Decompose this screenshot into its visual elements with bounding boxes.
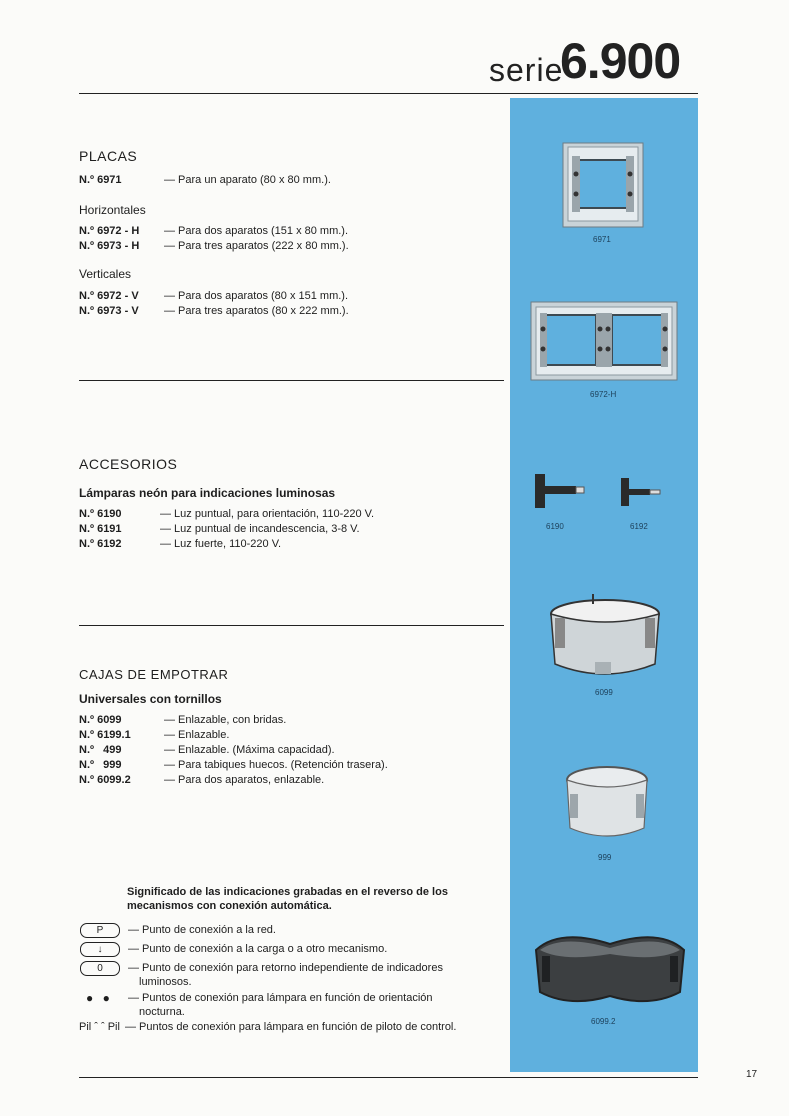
legend-title-line2: mecanismos con conexión automática. xyxy=(127,900,332,912)
legend-desc-zero-cont: luminosos. xyxy=(139,976,192,988)
desc-6972-v: — Para dos aparatos (80 x 151 mm.). xyxy=(164,290,349,302)
code-6191: N.º 6191 xyxy=(79,523,122,535)
section-rule-2 xyxy=(79,625,504,626)
code-6192: N.º 6192 xyxy=(79,538,122,550)
symbol-zero-icon: 0 xyxy=(80,961,120,976)
plate-6971-image xyxy=(562,142,644,228)
box-6099-2-image xyxy=(530,922,690,1010)
code-6099-2: N.º 6099.2 xyxy=(79,774,131,786)
symbol-arrow-icon: ↓ xyxy=(80,942,120,957)
code-6973-h: N.º 6973 - H xyxy=(79,240,140,252)
caption-6099-2: 6099.2 xyxy=(591,1017,616,1026)
code-6973-v: N.º 6973 - V xyxy=(79,305,139,317)
subtitle-universales: Universales con tornillos xyxy=(79,692,222,706)
symbol-pil-icon: Pil ˆ ˆ Pil xyxy=(79,1021,120,1033)
desc-6973-v: — Para tres aparatos (80 x 222 mm.). xyxy=(164,305,349,317)
code-6972-h: N.º 6972 - H xyxy=(79,225,140,237)
serie-label: serie xyxy=(489,52,564,88)
header-rule xyxy=(79,93,698,94)
desc-6190: — Luz puntual, para orientación, 110-220 V. xyxy=(160,508,375,520)
symbol-p-icon: P xyxy=(80,923,120,938)
desc-6192: — Luz fuerte, 110-220 V. xyxy=(160,538,282,550)
desc-6972-h: — Para dos aparatos (151 x 80 mm.). xyxy=(164,225,349,237)
plate-6972-h-image xyxy=(530,301,678,381)
subtitle-lamparas: Lámparas neón para indicaciones luminosas xyxy=(79,486,336,500)
legend-desc-pil: — Puntos de conexión para lámpara en función de piloto de control. xyxy=(125,1021,457,1033)
caption-6972-h: 6972-H xyxy=(590,390,617,399)
desc-499: — Enlazable. (Máxima capacidad). xyxy=(164,744,335,756)
legend-desc-arrow: — Punto de conexión a la carga o a otro mecanismo. xyxy=(128,943,388,955)
box-999-image xyxy=(562,760,652,844)
desc-6199-1: — Enlazable. xyxy=(164,729,230,741)
symbol-dots-icon: ● ● xyxy=(86,991,113,1005)
code-6971: N.º 6971 xyxy=(79,174,122,186)
caption-6971: 6971 xyxy=(593,235,611,244)
code-499: N.º 499 xyxy=(79,744,122,756)
code-999: N.º 999 xyxy=(79,759,122,771)
section-title-accesorios: ACCESORIOS xyxy=(79,456,178,472)
code-6099: N.º 6099 xyxy=(79,714,122,726)
desc-6099: — Enlazable, con bridas. xyxy=(164,714,287,726)
caption-6099: 6099 xyxy=(595,688,613,697)
lamp-6192-image xyxy=(618,476,666,510)
code-6972-v: N.º 6972 - V xyxy=(79,290,139,302)
subtitle-verticales: Verticales xyxy=(79,267,132,281)
footer-rule xyxy=(79,1077,698,1078)
code-6190: N.º 6190 xyxy=(79,508,122,520)
section-title-placas: PLACAS xyxy=(79,148,138,164)
legend-title-line1: Significado de las indicaciones grabadas en el reverso de los xyxy=(127,886,448,898)
section-title-cajas: CAJAS DE EMPOTRAR xyxy=(79,667,229,682)
desc-999: — Para tabiques huecos. (Retención trasera). xyxy=(164,759,388,771)
caption-999: 999 xyxy=(598,853,612,862)
caption-6192: 6192 xyxy=(630,522,648,531)
desc-6191: — Luz puntual de incandescencia, 3-8 V. xyxy=(160,523,360,535)
legend-desc-dots-cont: nocturna. xyxy=(139,1006,185,1018)
subtitle-horizontales: Horizontales xyxy=(79,203,146,217)
legend-desc-dots: — Puntos de conexión para lámpara en función de orientación xyxy=(128,992,433,1004)
desc-6971: — Para un aparato (80 x 80 mm.). xyxy=(164,174,331,186)
legend-desc-zero: — Punto de conexión para retorno independiente de indicadores xyxy=(128,962,443,974)
caption-6190: 6190 xyxy=(546,522,564,531)
section-rule-1 xyxy=(79,380,504,381)
code-6199-1: N.º 6199.1 xyxy=(79,729,131,741)
lamp-6190-image xyxy=(530,470,590,512)
legend-desc-p: — Punto de conexión a la red. xyxy=(128,924,276,936)
box-6099-image xyxy=(545,592,667,682)
serie-number: 6.900 xyxy=(560,33,681,89)
desc-6099-2: — Para dos aparatos, enlazable. xyxy=(164,774,325,786)
desc-6973-h: — Para tres aparatos (222 x 80 mm.). xyxy=(164,240,349,252)
page-number: 17 xyxy=(746,1069,758,1080)
